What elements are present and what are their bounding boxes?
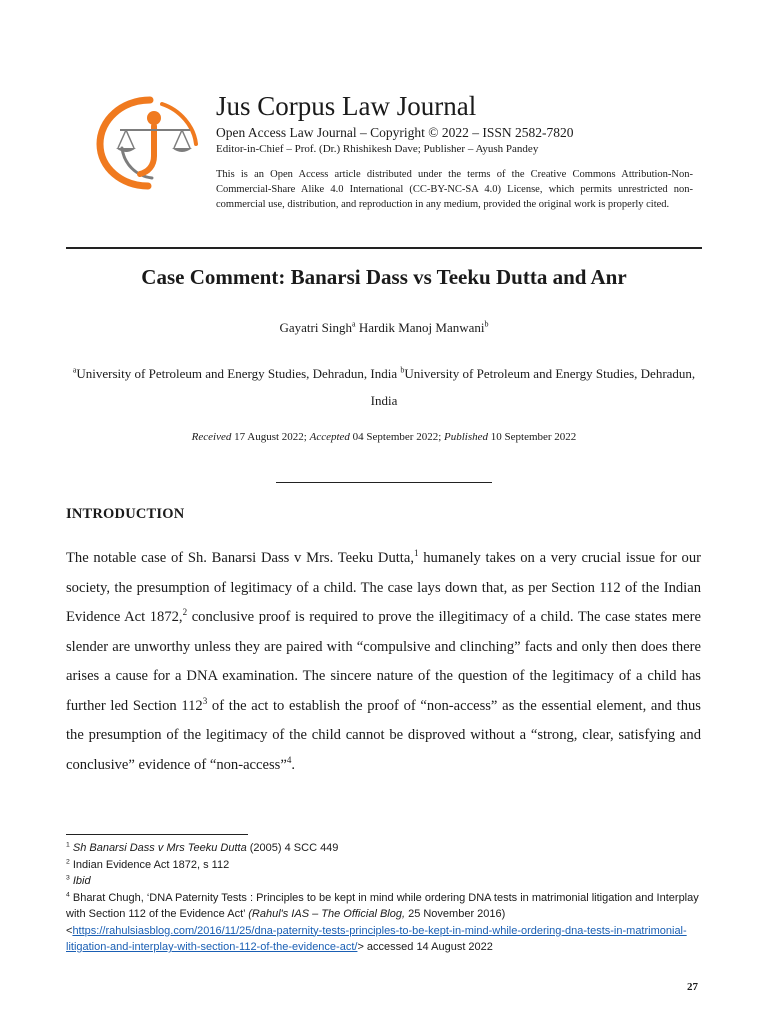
footnote-case-name: Sh Banarsi Dass v Mrs Teeku Dutta (72, 842, 247, 854)
footnotes (66, 840, 706, 956)
body-text-part: . (291, 756, 296, 773)
published-label: Published (444, 431, 489, 443)
footnote-2 (66, 857, 706, 874)
author-mark: a (352, 319, 356, 329)
body-text-part: humanely takes on a very crucial issue for our society, the presumption of legitimacy of a child. The case lays down that, as per Section 112 of the Indian Evidence Act 1872, (66, 550, 702, 625)
footnote-author: Bharat Chugh (72, 891, 141, 904)
paper-title: Case Comment: Banarsi Dass vs Teeku Dutta and Anr (141, 265, 627, 289)
body-text-part: The notable case of Sh. Banarsi Dass v Mrs. Teeku Dutta, (66, 550, 414, 566)
footnote-number: 2 (66, 857, 70, 865)
title-divider (276, 482, 492, 483)
footnote-text: Ibid (72, 875, 91, 887)
footnote-number: 4 (66, 890, 70, 898)
footnote-3 (66, 873, 706, 890)
footnote-number: 3 (66, 874, 70, 882)
received-label: Received (191, 431, 232, 443)
accepted-label: Accepted (309, 431, 350, 443)
footnote-article-title: , ‘DNA Paternity Tests : Principles to be kept in mind while ordering DNA tests in matrimonial litigation and Interplay with Section 112 of the Evidence Act’ (66, 891, 699, 920)
page-number: 27 (687, 981, 698, 993)
footnote-1 (66, 840, 706, 857)
published-date: 10 September 2022 (490, 431, 577, 443)
accepted-date: 04 September 2022; (352, 431, 442, 443)
footnote-ref[interactable]: 4 (286, 754, 292, 765)
affiliation-text: University of Petroleum and Energy Studies, Dehradun, India (76, 366, 398, 381)
footnote-divider (66, 834, 248, 835)
header-divider (66, 247, 702, 249)
footnote-accessed: > accessed 14 August 2022 (357, 941, 493, 953)
scales-of-justice-icon (92, 92, 208, 192)
footnote-number: 1 (66, 841, 70, 849)
affiliation-list (66, 360, 702, 414)
affiliation-mark: b (400, 365, 405, 375)
publication-dates (0, 429, 768, 445)
body-text-part: conclusive proof is required to prove the illegitimacy of a child. The case states mere slender are unworthy unless they are paired with “compulsive and clinching” facts and only then does there arises a cause for a DNA examination. The sincere nature of the question of the legitimacy of a child has further led Section 112 (66, 609, 701, 714)
footnote-date: 25 November 2016) (405, 908, 506, 920)
received-date: 17 August 2022; (234, 431, 307, 443)
body-text-part: of the act to establish the proof of “non-access” as the essential element, and thus the presumption of the legitimacy of the child cannot be disproved without a “strong, clear, satisfying and conclusive” evidence of “non-access” (66, 697, 701, 773)
author-mark: b (484, 319, 489, 329)
footnote-citation: (2005) 4 SCC 449 (246, 842, 339, 854)
body-paragraph (66, 544, 701, 780)
journal-subtitle: Open Access Law Journal – Copyright © 2022 – ISSN 2582-7820 (216, 125, 574, 140)
journal-logo (92, 92, 208, 192)
footnote-url-link[interactable]: https://rahulsiasblog.com/2016/11/25/dna-paternity-tests-principles-to-be-kept-in-mind-while-ordering-dna-tests-in-matrimonial-litigation-and-interplay-with-section-112-of-the-evidence-act/ (66, 924, 687, 953)
affiliation-mark: a (72, 365, 77, 375)
author-list (0, 318, 768, 338)
footnote-source: (Rahul's IAS – The Official Blog, (248, 908, 406, 920)
journal-title: Jus Corpus Law Journal (216, 91, 477, 121)
footnote-ref[interactable]: 3 (202, 695, 208, 706)
footnote-url-open: < (66, 924, 73, 937)
footnote-text: Indian Evidence Act 1872, s 112 (72, 858, 230, 871)
footnote-4 (66, 890, 706, 956)
license-text: This is an Open Access article distributed under the terms of the Creative Commons Attribution-Non-Commercial-Share Alike 4.0 International (CC-BY-NC-SA 4.0) License, which permits unrestricted non-commercial use, distribution, and reproduction in any medium, provided the original work is properly cited. (216, 169, 693, 210)
section-heading: INTRODUCTION (66, 506, 185, 522)
author-name: Gayatri Singh (279, 320, 353, 335)
author-name: Hardik Manoj Manwani (358, 320, 485, 335)
footnote-ref[interactable]: 1 (413, 548, 419, 559)
affiliation-text: University of Petroleum and Energy Studies, Dehradun, India (370, 366, 696, 408)
footnote-ref[interactable]: 2 (182, 607, 188, 618)
editor-line: Editor-in-Chief – Prof. (Dr.) Rhishikesh Dave; Publisher – Ayush Pandey (216, 143, 539, 155)
